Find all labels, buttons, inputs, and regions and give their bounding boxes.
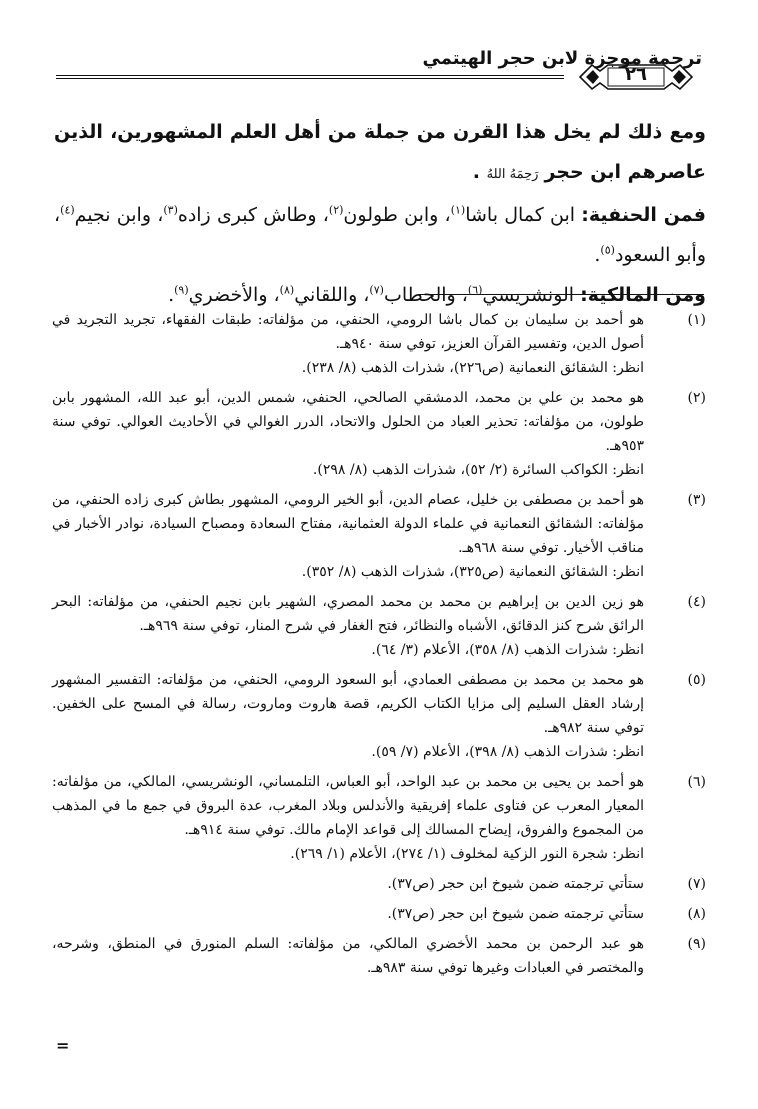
footnote-ref[interactable]: (٣) <box>163 203 178 217</box>
continuation-mark: = <box>56 1036 70 1055</box>
footnote-text: ستأتي ترجمته ضمن شيوخ ابن حجر (ص٣٧). <box>387 906 644 922</box>
footnote-text: هو أحمد بن سليمان بن كمال باشا الرومي، الحنفي، من مؤلفاته: طبقات الفقهاء، تجريد التجريد في أصول الدين، وتفسير القرآن العزيز، توفي سنة ٩٤٠هـ. <box>52 312 644 352</box>
footnote-number: (٣) <box>687 492 706 508</box>
footnote-number: (٥) <box>687 672 706 688</box>
footnote-item <box>52 932 710 980</box>
footnote-ref[interactable]: (٢) <box>328 203 344 217</box>
scholar-name: ، وابن نجيم <box>74 204 164 226</box>
punctuation: . <box>594 244 601 266</box>
footnote-text: هو محمد بن علي بن محمد، الدمشقي الصالحي، الحنفي، شمس الدين، أبو عبد الله، المشهور بابن طولون، من مؤلفاته: تحذير العباد من الحلول والاتحاد، الدرر الغوالي في الأحاديث العوالي. توفي سنة ٩٥٣هـ. <box>52 390 644 454</box>
scholar-name: ، والأخضري <box>188 284 280 306</box>
footnote-text: هو عبد الرحمن بن محمد الأخضري المالكي، من مؤلفاته: السلم المنورق في المنطق، وشرحه، والمختصر في العبادات وغيرها توفي سنة ٩٨٣هـ. <box>52 936 644 976</box>
footnote-ref[interactable]: (٩) <box>174 283 189 297</box>
intro-text: ومع ذلك لم يخل هذا القرن من جملة من أهل العلم المشهورين، الذين عاصرهم ابن حجر <box>54 121 706 183</box>
page-number-ornament <box>578 62 694 92</box>
footnote-item <box>52 770 710 866</box>
scholar-name: ، وطاش كبرى زاده <box>177 204 329 226</box>
footnote-number: (٧) <box>687 876 706 892</box>
footnote-item <box>52 872 710 896</box>
footnotes <box>52 308 710 986</box>
intro-paragraph: ومع ذلك لم يخل هذا القرن من جملة من أهل العلم المشهورين، الذين عاصرهم ابن حجر رَحِمَهُ اللهُ . <box>54 121 706 183</box>
footnote-number: (٤) <box>687 594 706 610</box>
footnote-source: انظر: الكواكب السائرة (٢/ ٥٢)، شذرات الذهب (٨/ ٢٩٨). <box>312 462 644 478</box>
running-title: ترجمة موجزة لابن حجر الهيتمي <box>422 48 702 69</box>
footnote-number: (١) <box>687 312 706 328</box>
scholar-name: الونشريسي <box>482 284 581 306</box>
footnote-item <box>52 386 710 482</box>
footnote-source: انظر: شذرات الذهب (٨/ ٣٩٨)، الأعلام (٧/ ٥٩). <box>371 744 644 760</box>
footnote-source: انظر: شجرة النور الزكية لمخلوف (١/ ٢٧٤)، الأعلام (١/ ٢٦٩). <box>290 846 644 862</box>
footnote-ref[interactable]: (٥) <box>600 243 615 257</box>
main-text <box>54 112 706 315</box>
footnote-item <box>52 668 710 764</box>
footnote-ref[interactable]: (٧) <box>369 283 384 297</box>
header-rule-left <box>56 75 564 79</box>
footnote-source: انظر: شذرات الذهب (٨/ ٣٥٨)، الأعلام (٣/ ٦٤). <box>371 642 644 658</box>
footnote-number: (٢) <box>687 390 706 406</box>
scholar-name: ابن كمال باشا <box>465 204 582 226</box>
footnote-ref[interactable]: (٤) <box>60 203 75 217</box>
footnote-ref[interactable]: (١) <box>450 203 466 217</box>
maliki-lead: ومن المالكية: <box>580 284 706 306</box>
footnote-item <box>52 308 710 380</box>
footnote-item <box>52 488 710 584</box>
footnote-item <box>52 902 710 926</box>
hanafi-paragraph <box>54 195 706 275</box>
footnote-separator <box>418 294 704 295</box>
scholar-name: ، وابن طولون <box>343 204 451 226</box>
scholar-name: ، واللقاني <box>294 284 370 306</box>
footnote-number: (٦) <box>687 774 706 790</box>
footnote-text: هو محمد بن محمد بن مصطفى العمادي، أبو السعود الرومي، الحنفي، من مؤلفاته: التفسير المشهور إرشاد العقل السليم إلى مزايا الكتاب الكريم، قصة هاروت وماروت، رسالة في المسح على الخفين. توفي سنة ٩٨٢هـ. <box>52 672 644 736</box>
page-number: ٢٦ <box>625 64 647 85</box>
hanafi-lead: فمن الحنفية: <box>581 204 706 226</box>
footnote-ref[interactable]: (٨) <box>279 283 295 297</box>
footnote-text: هو أحمد بن يحيى بن محمد بن عبد الواحد، أبو العباس، التلمساني، الونشريسي، المالكي، من مؤلفاته: المعيار المعرب عن فتاوى علماء إفريقية والأندلس وبلاد المغرب، عدة البروق في جمع ما في المذهب من المجموع والفروق، إيضاح المسالك إلى قواعد الإمام مالك. توفي سنة ٩١٤هـ. <box>52 774 644 838</box>
punctuation: . <box>168 284 175 306</box>
footnote-number: (٩) <box>687 936 706 952</box>
footnote-number: (٨) <box>687 906 706 922</box>
footnote-item <box>52 590 710 662</box>
footnote-text: هو زين الدين بن إبراهيم بن محمد بن محمد المصري، الشهير بابن نجيم الحنفي، من مؤلفاته: البحر الرائق شرح كنز الدقائق، الأشباه والنظائر، فتح الغفار في شرح المنار، توفي سنة ٩٦٩هـ. <box>52 594 644 634</box>
scholar-name: ، والحطاب <box>383 284 468 306</box>
footnote-ref[interactable]: (٦) <box>467 283 483 297</box>
honorific: رَحِمَهُ اللهُ <box>486 167 539 182</box>
page-header <box>56 48 702 92</box>
scholar-name: ، وأبو السعود <box>54 204 706 266</box>
footnote-text: هو أحمد بن مصطفى بن خليل، عصام الدين، أبو الخير الرومي، المشهور بطاش كبرى زاده الحنفي، من مؤلفاته: الشقائق النعمانية في علماء الدولة العثمانية، مفتاح السعادة ومصباح السيادة، نوادر الأخبار في مناقب الأخيار. توفي سنة ٩٦٨هـ. <box>52 492 644 556</box>
footnote-text: ستأتي ترجمته ضمن شيوخ ابن حجر (ص٣٧). <box>387 876 644 892</box>
footnote-source: انظر: الشقائق النعمانية (ص٢٢٦)، شذرات الذهب (٨/ ٢٣٨). <box>301 360 644 376</box>
footnote-source: انظر: الشقائق النعمانية (ص٣٢٥)، شذرات الذهب (٨/ ٣٥٢). <box>301 564 644 580</box>
